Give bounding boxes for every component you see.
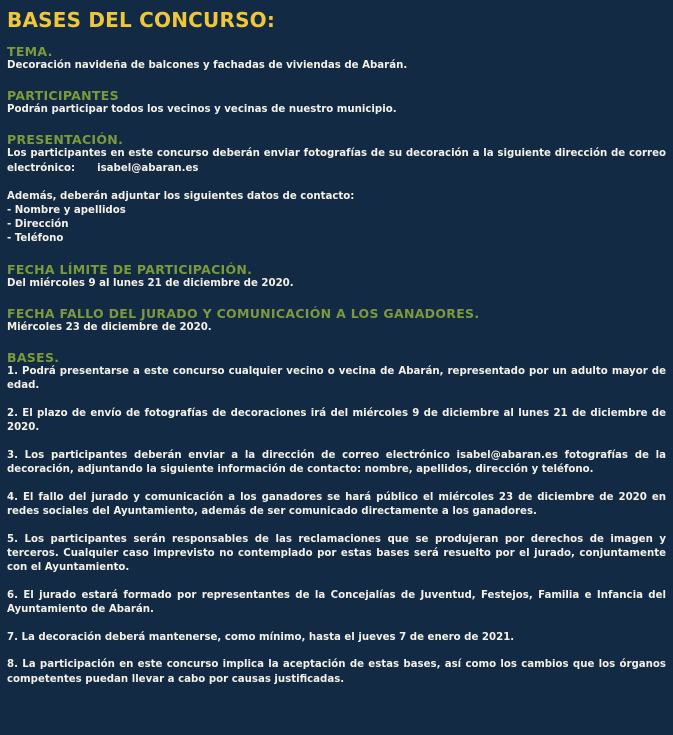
section-presentacion <box>7 132 666 246</box>
section-heading-bases: BASES. <box>7 350 60 366</box>
page-title: BASES DEL CONCURSO: <box>7 8 276 32</box>
participantes-text: Podrán participar todos los vecinos y vecinas de nuestro municipio. <box>7 104 397 116</box>
section-participantes <box>7 88 666 117</box>
base-rule-8: 8. La participación en este concurso implica la aceptación de estas bases, así como los cambios que los órganos competentes puedan llevar a cabo por causas justificadas. <box>7 659 666 685</box>
contact-intro: Además, deberán adjuntar los siguientes datos de contacto: <box>7 190 355 202</box>
presentacion-text-body: Los participantes en este concurso deberán enviar fotografías de su decoración a la siguiente dirección de correo electrónico: <box>7 148 666 174</box>
contact-list <box>7 204 666 247</box>
section-heading-participantes: PARTICIPANTES <box>7 88 119 104</box>
section-bases <box>7 350 666 687</box>
section-heading-fecha-fallo: FECHA FALLO DEL JURADO Y COMUNICACIÓN A LOS GANADORES. <box>7 305 480 321</box>
base-rule-1: 1. Podrá presentarse a este concurso cualquier vecino o vecina de Abarán, representado por un adulto mayor de edad. <box>7 366 666 392</box>
presentacion-text <box>7 147 666 175</box>
list-item: - Teléfono <box>7 232 666 246</box>
section-fecha-fallo <box>7 306 666 335</box>
section-heading-tema: TEMA. <box>7 44 53 59</box>
contact-email: isabel@abaran.es <box>97 162 199 174</box>
base-rule-3: 3. Los participantes deberán enviar a la dirección de correo electrónico isabel@abaran.es fotografías de la decoración, adjuntando la siguiente información de contacto: nombre, apellidos, dirección y teléfono. <box>7 449 666 476</box>
base-rule-4: 4. El fallo del jurado y comunicación a los ganadores se hará público el miércoles 23 de diciembre de 2020 en redes sociales del Ayuntamiento, además de ser comunicado directamente a los ganadores. <box>7 491 666 517</box>
section-heading-presentacion: PRESENTACIÓN. <box>7 132 124 148</box>
section-tema <box>7 44 666 73</box>
list-item: - Dirección <box>7 218 666 232</box>
base-rule-6: 6. El jurado estará formado por representantes de la Concejalías de Juventud, Festejos, Familia e Infancia del Ayuntamiento de Abarán. <box>7 589 666 615</box>
section-heading-fecha-limite: FECHA LÍMITE DE PARTICIPACIÓN. <box>7 261 253 277</box>
tema-text: Decoración navideña de balcones y fachadas de viviendas de Abarán. <box>7 60 408 71</box>
fecha-fallo-text: Miércoles 23 de diciembre de 2020. <box>7 321 212 333</box>
base-rule-7: 7. La decoración deberá mantenerse, como mínimo, hasta el jueves 7 de enero de 2021. <box>7 631 515 643</box>
list-item: - Nombre y apellidos <box>7 204 666 218</box>
fecha-limite-text: Del miércoles 9 al lunes 21 de diciembre de 2020. <box>7 277 294 289</box>
section-fecha-limite <box>7 262 666 291</box>
base-rule-2: 2. El plazo de envío de fotografías de decoraciones irá del miércoles 9 de diciembre al lunes 21 de diciembre de 2020. <box>7 407 666 434</box>
base-rule-5: 5. Los participantes serán responsables de las reclamaciones que se produjeran por derechos de imagen y terceros. Cualquier caso imprevisto no contemplado por estas bases será resuelto por el jurado, conjuntamente con el Ayuntamiento. <box>7 533 666 574</box>
